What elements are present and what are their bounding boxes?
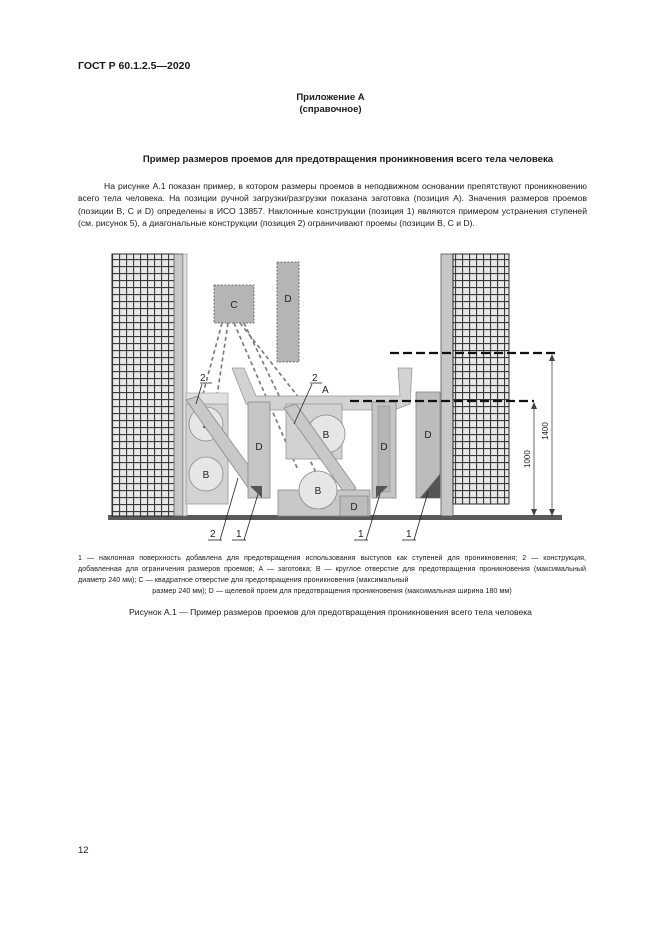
- section-title: Пример размеров проемов для предотвращения проникновения всего тела человека: [142, 154, 554, 165]
- annex-subtitle: (справочное): [299, 104, 362, 115]
- document-header: ГОСТ Р 60.1.2.5—2020: [78, 60, 191, 72]
- right-mesh-fence: [453, 254, 509, 504]
- callout-1-bottom-c: 1: [406, 529, 412, 540]
- left-fence-post: [174, 254, 183, 516]
- paragraph-text: На рисунке А.1 показан пример, в котором размеры проемов в неподвижном основании препятствуют проникновению всего тела человека. На позиции ручной загрузки/разгрузки показана заготовка (позиция А). Значения размеров проемов (позиции B, C и D) определены в ИСО 13857. Наклонные конструкции (позиция 1) являются примером устранения ступеней (см. рисунок 5), а диагональные конструкции (позиция 2) ограничивают проемы (позиции B, C и D).: [78, 181, 587, 229]
- legend-text-last-line: размер 240 мм); D — щелевой проем для предотвращения проникновения (максимальная ширина 180 мм): [152, 587, 512, 595]
- label-b-center: B: [322, 430, 330, 441]
- page-number: 12: [78, 845, 89, 856]
- callout-2-top-center: 2: [312, 373, 318, 384]
- label-d-right: D: [424, 430, 432, 441]
- dim-1400-label: 1400: [541, 422, 550, 440]
- figure-caption: Рисунок А.1 — Пример размеров проемов для предотвращения проникновения всего тела человека: [129, 607, 532, 617]
- right-fence-post: [441, 254, 453, 516]
- label-b-bottom: B: [314, 486, 322, 497]
- callout-1-bottom-a: 1: [236, 529, 242, 540]
- callout-2-top-left: 2: [200, 373, 206, 384]
- label-b-left-lower: B: [202, 470, 210, 481]
- left-mesh-fence: [112, 254, 176, 516]
- figure-legend: [78, 553, 586, 597]
- label-d-top: D: [284, 294, 292, 305]
- label-d-right-center: D: [380, 442, 388, 453]
- callout-1-bottom-b: 1: [358, 529, 364, 540]
- legend-text: 1 — наклонная поверхность добавлена для предотвращения использования выступов как ступеней для проникновения; 2 — конструкция, добавленная для ограничения размеров проемов; A — заготовка; B — круглое отверстие для предотвращения проникновения (максимальный диаметр 240 мм); C — квадратное отверстие для предотвращения проникновения (максимальный: [78, 554, 586, 584]
- label-d-bottom: D: [350, 502, 358, 513]
- label-a: A: [322, 385, 329, 396]
- callout-2-bottom: 2: [210, 529, 216, 540]
- opening-d-top: [277, 262, 299, 362]
- annex-title: Приложение А: [296, 92, 365, 103]
- dim-1000-label: 1000: [523, 450, 532, 468]
- label-c: C: [230, 300, 238, 311]
- label-d-left: D: [255, 442, 263, 453]
